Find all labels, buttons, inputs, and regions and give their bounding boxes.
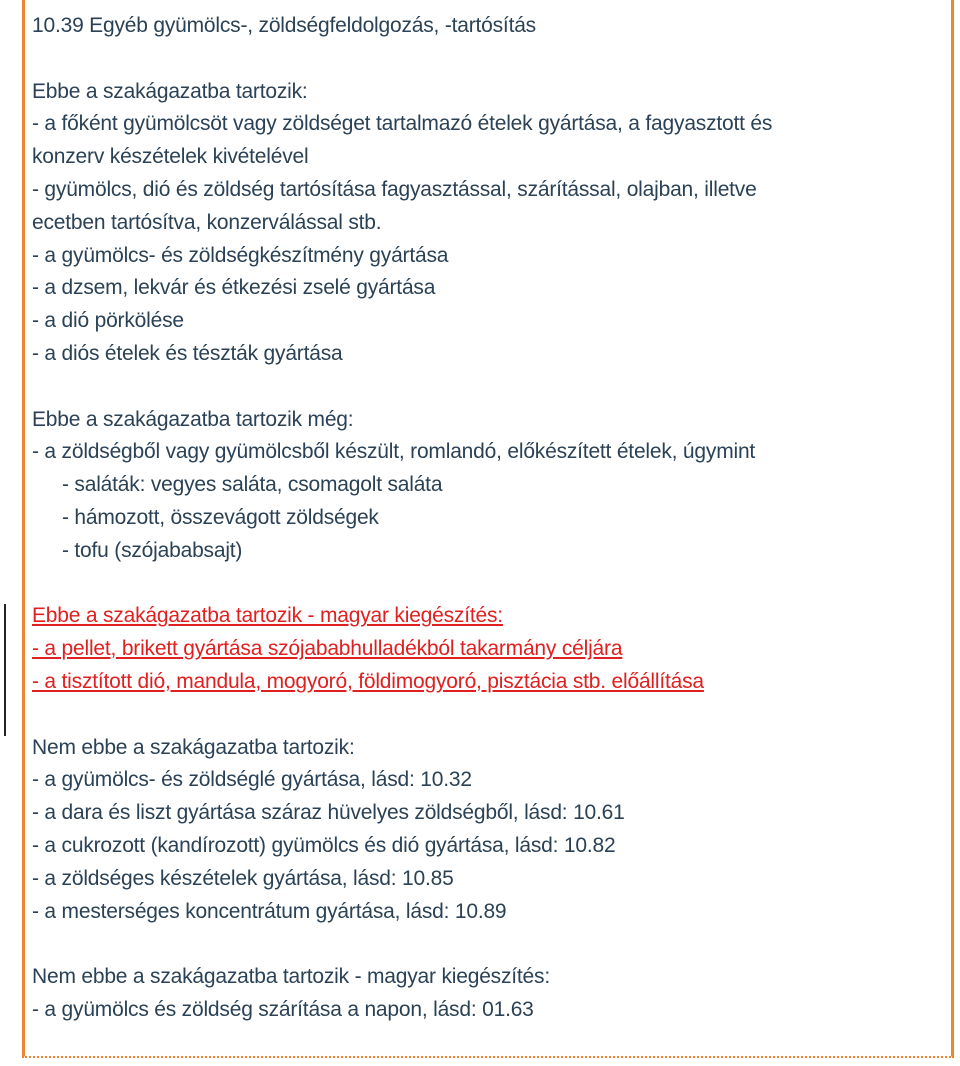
excludes-section xyxy=(32,732,942,929)
document-body xyxy=(32,10,942,1027)
includes-also-subline: - hámozott, összevágott zöldségek xyxy=(62,505,379,529)
hu-supplement-heading: Ebbe a szakágazatba tartozik - magyar kiegészítés: xyxy=(32,604,503,628)
hu-supplement-section xyxy=(32,600,942,698)
hu-supplement-line: - a pellet, brikett gyártása szójababhulladékból takarmány céljára xyxy=(32,637,623,661)
excludes-hu-section xyxy=(32,961,942,1027)
includes-also-line: - a zöldségből vagy gyümölcsből készült, romlandó, előkészített ételek, úgymint xyxy=(32,440,756,464)
excludes-line: - a mesterséges koncentrátum gyártása, lásd: 10.89 xyxy=(32,899,507,923)
includes-line: - a dió pörkölése xyxy=(32,309,184,333)
excludes-heading: Nem ebbe a szakágazatba tartozik: xyxy=(32,735,355,759)
excludes-line: - a zöldséges készételek gyártása, lásd: 10.85 xyxy=(32,866,454,890)
includes-section xyxy=(32,76,942,371)
excludes-line: - a dara és liszt gyártása száraz hüvelyes zöldségből, lásd: 10.61 xyxy=(32,801,625,825)
change-bar xyxy=(4,604,6,736)
excludes-line: - a cukrozott (kandírozott) gyümölcs és dió gyártása, lásd: 10.82 xyxy=(32,833,616,857)
includes-line: - a gyümölcs- és zöldségkészítmény gyártása xyxy=(32,243,449,267)
includes-line: konzerv készételek kivételével xyxy=(32,145,309,169)
includes-also-subline: - tofu (szójababsajt) xyxy=(62,538,243,562)
excludes-hu-line: - a gyümölcs és zöldség szárítása a napon, lásd: 01.63 xyxy=(32,997,534,1021)
includes-line: - a diós ételek és tészták gyártása xyxy=(32,341,343,365)
document-title: 10.39 Egyéb gyümölcs-, zöldségfeldolgozás, -tartósítás xyxy=(32,14,536,37)
includes-also-section xyxy=(32,404,942,568)
includes-line: ecetben tartósítva, konzerválással stb. xyxy=(32,210,382,234)
includes-line: - gyümölcs, dió és zöldség tartósítása fagyasztással, szárítással, olajban, illetve xyxy=(32,177,757,201)
includes-heading: Ebbe a szakágazatba tartozik: xyxy=(32,79,308,103)
includes-also-heading: Ebbe a szakágazatba tartozik még: xyxy=(32,407,354,431)
hu-supplement-line: - a tisztított dió, mandula, mogyoró, földimogyoró, pisztácia stb. előállítása xyxy=(32,669,704,693)
includes-line: - a főként gyümölcsöt vagy zöldséget tartalmazó ételek gyártása, a fagyasztott és xyxy=(32,112,773,136)
excludes-hu-heading: Nem ebbe a szakágazatba tartozik - magyar kiegészítés: xyxy=(32,965,550,989)
excludes-line: - a gyümölcs- és zöldséglé gyártása, lásd: 10.32 xyxy=(32,768,472,792)
includes-line: - a dzsem, lekvár és étkezési zselé gyártása xyxy=(32,276,436,300)
includes-also-subline: - saláták: vegyes saláta, csomagolt saláta xyxy=(62,473,443,497)
